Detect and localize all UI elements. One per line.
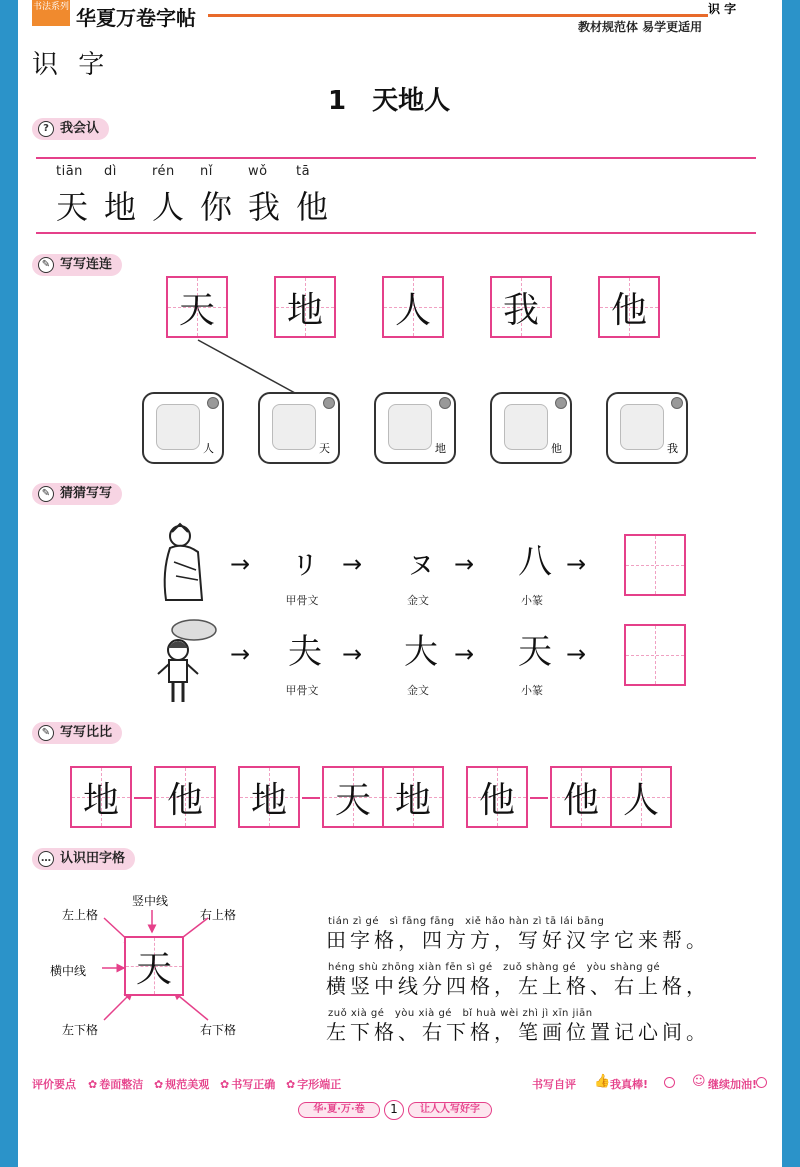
compare-word [154,766,214,828]
smile-icon: ☺ [692,1074,706,1089]
section-tag: 识 字 [708,2,737,16]
corner-dot [555,397,567,409]
compare-char: 他 [478,779,515,821]
flower-icon: ✿ [88,1078,98,1091]
script-stage-caption: 小篆 [521,594,543,607]
tianzige-box [382,766,444,828]
grid-label-bottom-left: 左下格 [62,1023,99,1037]
compare-char: 他 [562,779,599,821]
self-eval-label: 书写自评 [532,1078,576,1091]
tianzige-box [166,276,228,338]
compare-char: 他 [166,779,203,821]
corner-dot [323,397,335,409]
poem-line: 左下格、右下格，笔画位置记心间。 [326,1020,710,1044]
grid-label-top-left: 左上格 [62,908,99,922]
footer-brand-strip [298,1100,498,1120]
pencil-icon: ✎ [38,725,54,741]
grid-char: 人 [394,289,431,331]
grid-label-vertical: 竖中线 [132,894,169,908]
keep-going-option: 继续加油! [708,1078,758,1091]
person-figure-icon [154,522,214,606]
series-mark: 书法系列 [32,0,70,26]
tianzige-box [274,276,336,338]
section-guess-write: ✎ 猜猜写写 [32,483,122,505]
compare-word [550,766,670,828]
arrow-icon: → [566,640,587,668]
tianzige-box [70,766,132,828]
compare-word [466,766,526,828]
eval-item-label: 规范美观 [165,1078,210,1091]
ancient-glyph: 夫 [288,632,322,672]
tianzige-box [382,276,444,338]
land-icon [388,404,432,450]
workbook-page [18,0,782,1167]
tianzige-box [598,276,660,338]
great-option: 我真棒! [610,1078,649,1091]
brand-box [298,1102,380,1118]
tianzige-box [154,766,216,828]
pinyin-label: dì [104,164,117,179]
card-label: 人 [203,442,214,455]
girl-icon [156,404,200,450]
eval-item-label: 字形端正 [297,1078,342,1091]
eval-item [286,1076,341,1092]
recognize-char: 人 [152,188,185,226]
brand-chars: 华·夏·万·卷 [313,1104,365,1115]
compare-char: 地 [394,779,431,821]
answer-tianzige[interactable] [624,534,686,596]
section-write-connect: ✎ 写写连连 [32,254,122,276]
recognize-char: 我 [248,188,281,226]
compare-char: 地 [250,779,287,821]
tianzige-box [610,766,672,828]
compare-char: 地 [82,779,119,821]
picture-card[interactable] [490,392,572,464]
tianzige-box [550,766,612,828]
demo-tianzige: 天 [124,936,184,996]
sky-icon [272,404,316,450]
grid-char: 他 [610,289,647,331]
pinyin-label: wǒ [248,164,268,179]
compare-char: 天 [334,779,371,821]
brand-title: 华夏万卷字帖 [76,6,196,30]
great-checkbox[interactable] [664,1077,675,1088]
page-number: 1 [384,1100,404,1120]
flower-icon: ✿ [220,1078,230,1091]
recognize-char: 天 [56,188,89,226]
pinyin-label: tiān [56,164,83,179]
corner-dot [671,397,683,409]
arrow-icon: → [342,640,363,668]
tianzige-box [490,276,552,338]
script-stage-caption: 金文 [407,594,429,607]
recognize-char: 他 [296,188,329,226]
card-label: 天 [319,442,330,455]
script-stage-caption: 甲骨文 [285,594,319,607]
card-label: 他 [551,442,562,455]
eval-title: 评价要点 [32,1078,76,1091]
picture-card[interactable] [258,392,340,464]
header-slogan: 教材规范体 易学更适用 [578,20,703,34]
unit-label: 识 字 [32,50,111,80]
pinyin-label: rén [152,164,175,179]
ancient-glyph: 大 [404,632,438,672]
footer-slogan: 让人人写好字 [408,1102,492,1118]
recognize-char: 地 [104,188,137,226]
compare-char: 人 [622,779,659,821]
script-stage-caption: 金文 [407,684,429,697]
dash-connector [530,797,548,799]
lesson-title: 1 天地人 [328,86,451,116]
grid-label-bottom-right: 右下格 [200,1023,237,1037]
arrow-icon: → [342,550,363,578]
grid-char: 天 [178,289,215,331]
card-label: 我 [667,442,678,455]
flower-icon: ✿ [154,1078,164,1091]
poem-line: 横竖中线分四格，左上格、右上格， [326,974,710,998]
grid-label-horizontal: 横中线 [50,964,87,978]
arrow-icon: → [230,550,251,578]
tianzige-box [238,766,300,828]
ancient-glyph: 天 [518,632,552,672]
eval-item [154,1076,209,1092]
pinyin-label: tā [296,164,311,179]
script-stage-caption: 甲骨文 [285,684,319,697]
keep-going-checkbox[interactable] [756,1077,767,1088]
grid-char: 地 [286,289,323,331]
poem-line: 田字格，四方方，写好汉字它来帮。 [326,928,710,952]
arrow-icon: → [454,550,475,578]
speech-icon: … [38,851,54,867]
compare-word [238,766,298,828]
section-grid-intro: … 认识田字格 [32,848,135,870]
arrow-icon: → [454,640,475,668]
arrow-icon: → [566,550,587,578]
pencil-icon: ✎ [38,257,54,273]
corner-dot [207,397,219,409]
arrow-icon: → [230,640,251,668]
dash-connector [302,797,320,799]
compare-word [70,766,130,828]
magnifier-icon: ? [38,121,54,137]
dash-connector [134,797,152,799]
section-recognize: ? 我会认 [32,118,109,140]
boy-ball-icon [504,404,548,450]
eval-item [88,1076,143,1092]
pinyin-label: nǐ [200,164,213,179]
eval-item [220,1076,275,1092]
ancient-glyph: ㇼ [288,542,322,582]
eval-item-label: 书写正确 [231,1078,276,1091]
script-stage-caption: 小篆 [521,684,543,697]
pencil-icon: ✎ [38,486,54,502]
ancient-glyph: ㇴ [404,542,438,582]
connect-line [18,0,782,420]
picture-card[interactable] [606,392,688,464]
eval-item-label: 卷面整洁 [99,1078,144,1091]
footer-eval [32,1076,772,1096]
tianzige-box [466,766,528,828]
corner-dot [439,397,451,409]
recognize-char: 你 [200,188,233,226]
card-label: 地 [435,442,446,455]
girl-cloud-icon [154,618,218,708]
compare-word [322,766,442,828]
section-write-compare: ✎ 写写比比 [32,722,122,744]
poem-pinyin: tián zì gé sì fāng fāng xiě hǎo hàn zì tā lái bāng [328,916,605,927]
poem-pinyin: héng shù zhōng xiàn fēn sì gé zuǒ shàng gé yòu shàng gé [328,962,661,973]
grid-label-top-right: 右上格 [200,908,237,922]
boy-icon [620,404,664,450]
ancient-glyph: 八 [518,542,552,582]
thumbs-up-icon: 👍 [594,1074,611,1089]
grid-char: 我 [502,289,539,331]
flower-icon: ✿ [286,1078,296,1091]
picture-card[interactable] [374,392,456,464]
tianzige-box [322,766,384,828]
answer-tianzige[interactable] [624,624,686,686]
poem-pinyin: zuǒ xià gé yòu xià gé bǐ huà wèi zhì jì xīn jiān [328,1008,593,1019]
picture-card[interactable] [142,392,224,464]
